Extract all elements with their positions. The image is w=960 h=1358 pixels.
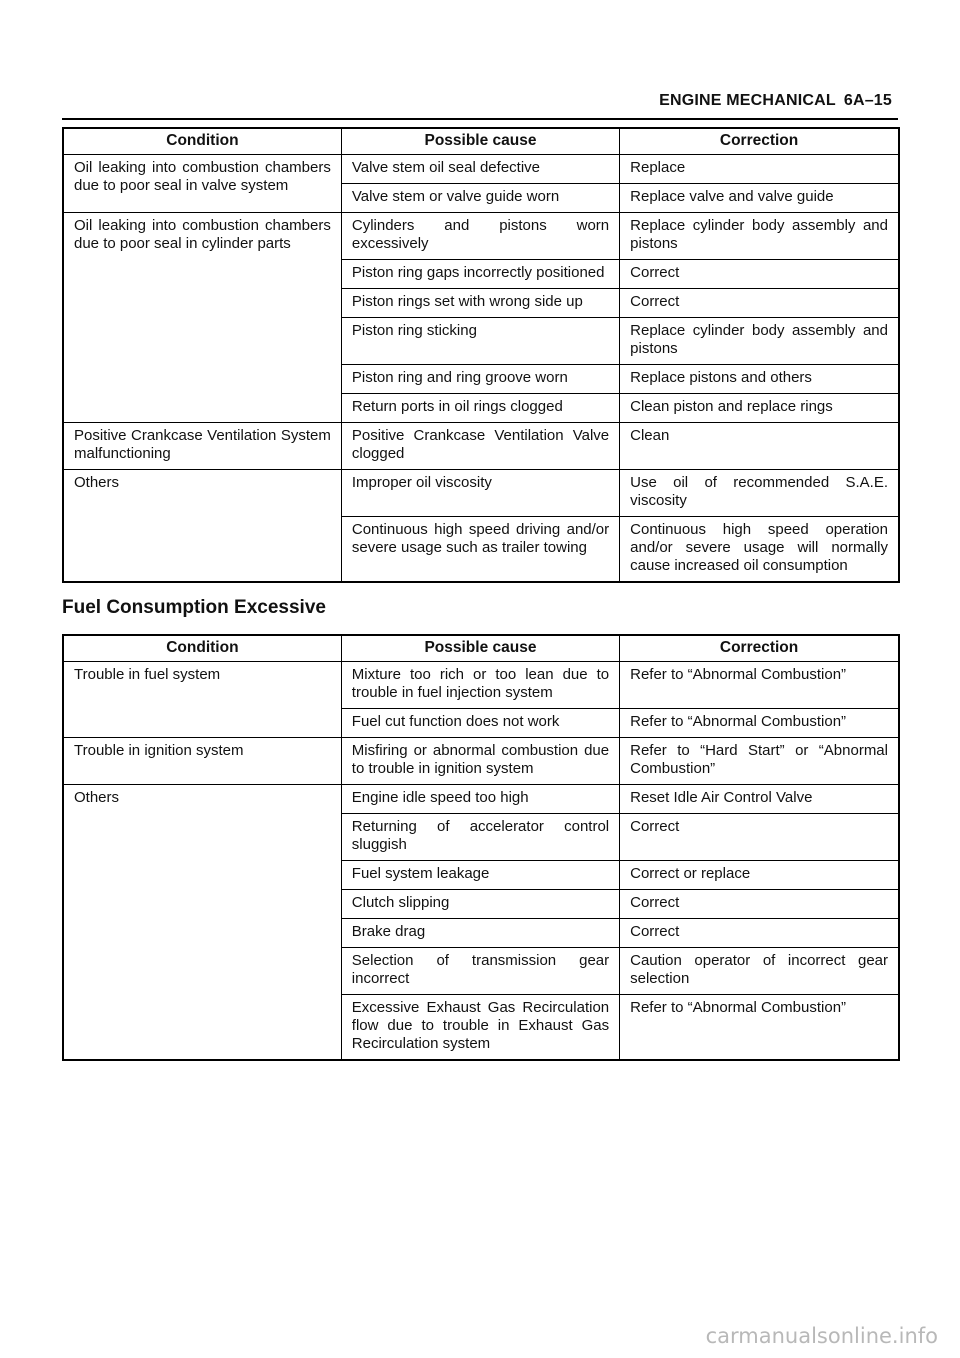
column-header-correction: Correction — [620, 635, 899, 662]
cause-cell: Fuel system leakage — [341, 861, 619, 890]
correction-cell: Refer to “Abnormal Combustion” — [620, 709, 899, 738]
cause-cell: Excessive Exhaust Gas Recirculation flow due to trouble in Exhaust Gas Recirculation system — [341, 995, 619, 1061]
cause-cell: Misfiring or abnormal combustion due to trouble in ignition system — [341, 738, 619, 785]
table-header-row — [63, 128, 899, 155]
table-body — [63, 155, 899, 583]
condition-cell: Trouble in ignition system — [63, 738, 341, 785]
cause-cell: Improper oil viscosity — [341, 470, 619, 517]
condition-cell: Oil leaking into combustion chambers due to poor seal in cylinder parts — [63, 213, 341, 423]
correction-cell: Correct — [620, 890, 899, 919]
table-row — [63, 423, 899, 470]
cause-cell: Clutch slipping — [341, 890, 619, 919]
header-title: ENGINE MECHANICAL — [659, 92, 836, 109]
column-header-condition: Condition — [63, 128, 341, 155]
column-header-condition: Condition — [63, 635, 341, 662]
correction-cell: Replace valve and valve guide — [620, 184, 899, 213]
table-row — [63, 738, 899, 785]
table-row — [63, 213, 899, 260]
cause-cell: Valve stem oil seal defective — [341, 155, 619, 184]
condition-cell: Others — [63, 470, 341, 583]
table-row — [63, 155, 899, 184]
cause-cell: Brake drag — [341, 919, 619, 948]
page-number: 6A–15 — [843, 92, 892, 109]
cause-cell: Returning of accelerator control sluggish — [341, 814, 619, 861]
correction-cell: Correct — [620, 919, 899, 948]
cause-cell: Piston ring gaps incorrectly positioned — [341, 260, 619, 289]
correction-cell: Clean — [620, 423, 899, 470]
table-row — [63, 785, 899, 814]
cause-cell: Fuel cut function does not work — [341, 709, 619, 738]
table-row — [63, 662, 899, 709]
correction-cell: Caution operator of incorrect gear selection — [620, 948, 899, 995]
cause-cell: Valve stem or valve guide worn — [341, 184, 619, 213]
cause-cell: Piston ring and ring groove worn — [341, 365, 619, 394]
correction-cell: Correct — [620, 814, 899, 861]
oil-consumption-table — [62, 127, 900, 583]
correction-cell: Replace cylinder body assembly and pistons — [620, 318, 899, 365]
fuel-consumption-table — [62, 634, 900, 1061]
table-row — [63, 470, 899, 517]
correction-cell: Clean piston and replace rings — [620, 394, 899, 423]
correction-cell: Refer to “Abnormal Combustion” — [620, 995, 899, 1061]
cause-cell: Cylinders and pistons worn excessively — [341, 213, 619, 260]
correction-cell: Refer to “Abnormal Combustion” — [620, 662, 899, 709]
correction-cell: Use oil of recommended S.A.E. viscosity — [620, 470, 899, 517]
condition-cell: Positive Crankcase Ventilation System malfunctioning — [63, 423, 341, 470]
cause-cell: Piston ring sticking — [341, 318, 619, 365]
correction-cell: Correct — [620, 289, 899, 318]
cause-cell: Piston rings set with wrong side up — [341, 289, 619, 318]
cause-cell: Positive Crankcase Ventilation Valve clogged — [341, 423, 619, 470]
correction-cell: Correct or replace — [620, 861, 899, 890]
column-header-cause: Possible cause — [341, 635, 619, 662]
page-header — [62, 92, 898, 120]
correction-cell: Reset Idle Air Control Valve — [620, 785, 899, 814]
table-header-row — [63, 635, 899, 662]
column-header-correction: Correction — [620, 128, 899, 155]
header-text — [659, 92, 892, 110]
correction-cell: Replace pistons and others — [620, 365, 899, 394]
condition-cell: Others — [63, 785, 341, 1061]
table-body — [63, 662, 899, 1061]
cause-cell: Return ports in oil rings clogged — [341, 394, 619, 423]
section-title: Fuel Consumption Excessive — [62, 597, 326, 618]
correction-cell: Continuous high speed operation and/or severe usage will normally cause increased oil consumption — [620, 517, 899, 583]
correction-cell: Replace cylinder body assembly and pistons — [620, 213, 899, 260]
watermark: carmanualsonline.info — [705, 1324, 938, 1348]
column-header-cause: Possible cause — [341, 128, 619, 155]
correction-cell: Replace — [620, 155, 899, 184]
condition-cell: Oil leaking into combustion chambers due to poor seal in valve system — [63, 155, 341, 213]
cause-cell: Selection of transmission gear incorrect — [341, 948, 619, 995]
cause-cell: Mixture too rich or too lean due to trouble in fuel injection system — [341, 662, 619, 709]
correction-cell: Refer to “Hard Start” or “Abnormal Combustion” — [620, 738, 899, 785]
cause-cell: Continuous high speed driving and/or severe usage such as trailer towing — [341, 517, 619, 583]
condition-cell: Trouble in fuel system — [63, 662, 341, 738]
correction-cell: Correct — [620, 260, 899, 289]
cause-cell: Engine idle speed too high — [341, 785, 619, 814]
